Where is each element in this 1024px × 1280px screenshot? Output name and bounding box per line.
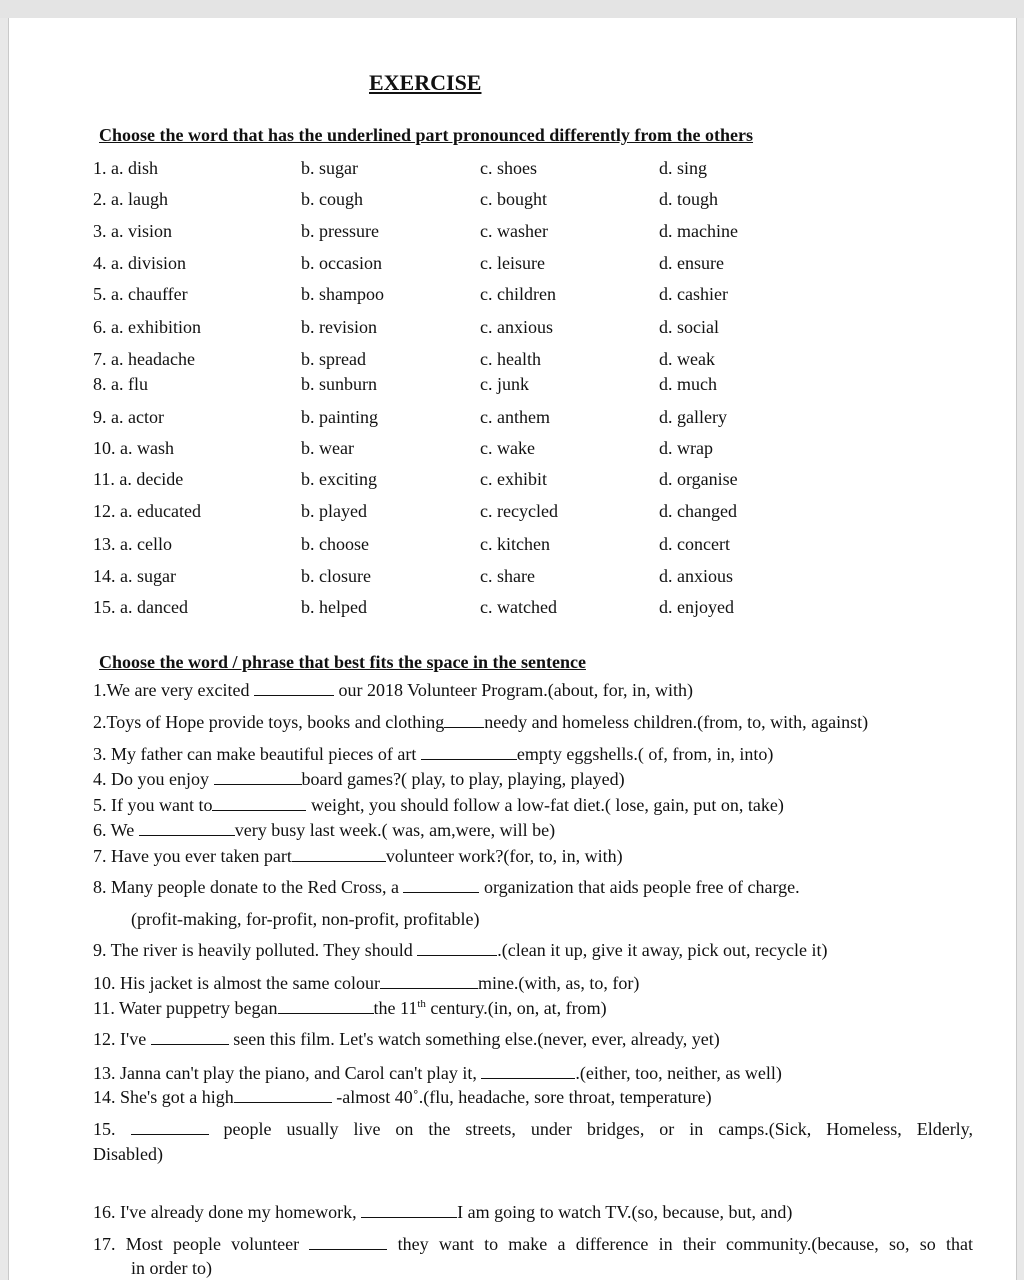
option-9-d: d. gallery — [659, 407, 727, 427]
option-1-c: c. shoes — [480, 158, 537, 178]
answer-blank[interactable] — [292, 847, 386, 862]
option-8-d: d. much — [659, 374, 717, 394]
question-13: 13. Janna can't play the piano, and Carol can't play it, .(either, too, neither, as well) — [93, 1063, 782, 1083]
answer-blank[interactable] — [481, 1064, 575, 1079]
option-1-b: b. sugar — [301, 158, 358, 178]
option-11-d: d. organise — [659, 469, 738, 489]
option-2-d: d. tough — [659, 189, 719, 209]
option-13-a: 13. a. cello — [93, 534, 172, 554]
option-3-d: d. machine — [659, 221, 738, 241]
option-10-a: 10. a. wash — [93, 438, 174, 458]
question-15: 15. people usually live on the streets, under bridges, or in camps.(Sick, Homeless, Elderly, — [93, 1119, 974, 1139]
answer-blank[interactable] — [212, 796, 306, 811]
option-3-c: c. washer — [480, 221, 548, 241]
option-5-a: 5. a. chauffer — [93, 284, 188, 304]
option-7-b: b. spread — [301, 349, 366, 369]
option-8-c: c. junk — [480, 374, 529, 394]
question-15-continued: Disabled) — [93, 1144, 163, 1164]
option-12-b: b. played — [301, 501, 367, 521]
section2-heading: Choose the word / phrase that best fits the space in the sentence — [99, 652, 586, 672]
question-1: 1.We are very excited our 2018 Volunteer Program.(about, for, in, with) — [93, 680, 694, 700]
option-4-b: b. occasion — [301, 253, 382, 273]
question-12: 12. I've seen this film. Let's watch something else.(never, ever, already, yet) — [93, 1029, 720, 1049]
option-15-d: d. enjoyed — [659, 597, 734, 617]
question-17: 17. Most people volunteer they want to make a difference in their community.(because, so, so that — [93, 1234, 973, 1254]
option-12-a: 12. a. educated — [93, 501, 201, 521]
option-15-b: b. helped — [301, 597, 367, 617]
answer-blank[interactable] — [361, 1203, 457, 1218]
question-3: 3. My father can make beautiful pieces of art empty eggshells.( of, from, in, into) — [93, 744, 774, 764]
option-12-d: d. changed — [659, 501, 737, 521]
question-2: 2.Toys of Hope provide toys, books and clothing needy and homeless children.(from, to, with, against) — [93, 712, 869, 732]
question-9: 9. The river is heavily polluted. They should .(clean it up, give it away, pick out, recycle it) — [93, 940, 828, 960]
page-title: EXERCISE — [369, 70, 482, 95]
answer-blank[interactable] — [417, 941, 497, 956]
answer-blank[interactable] — [309, 1235, 387, 1250]
option-11-a: 11. a. decide — [93, 469, 184, 489]
option-1-d: d. sing — [659, 158, 708, 178]
answer-blank[interactable] — [278, 999, 374, 1014]
answer-blank[interactable] — [234, 1088, 332, 1103]
answer-blank[interactable] — [444, 713, 484, 728]
option-14-a: 14. a. sugar — [93, 566, 176, 586]
option-2-b: b. cough — [301, 189, 363, 209]
option-5-d: d. cashier — [659, 284, 728, 304]
option-3-b: b. pressure — [301, 221, 379, 241]
question-7: 7. Have you ever taken part volunteer work?(for, to, in, with) — [93, 846, 623, 866]
option-8-b: b. sunburn — [301, 374, 377, 394]
answer-blank[interactable] — [421, 745, 517, 760]
option-14-d: d. anxious — [659, 566, 733, 586]
section1-heading: Choose the word that has the underlined part pronounced differently from the others — [99, 125, 754, 145]
question-8-options: (profit-making, for-profit, non-profit, profitable) — [131, 909, 480, 929]
answer-blank[interactable] — [131, 1120, 209, 1135]
option-7-c: c. health — [480, 349, 541, 369]
option-1-a: 1. a. dish — [93, 158, 158, 178]
question-16: 16. I've already done my homework, I am going to watch TV.(so, because, but, and) — [93, 1202, 793, 1222]
option-13-c: c. kitchen — [480, 534, 550, 554]
option-4-a: 4. a. division — [93, 253, 186, 273]
question-14: 14. She's got a high -almost 40˚.(flu, headache, sore throat, temperature) — [93, 1087, 712, 1107]
answer-blank[interactable] — [139, 821, 235, 836]
option-5-c: c. children — [480, 284, 556, 304]
document-page — [8, 18, 1017, 1280]
option-5-b: b. shampoo — [301, 284, 384, 304]
question-5: 5. If you want to weight, you should follow a low-fat diet.( lose, gain, put on, take) — [93, 795, 784, 815]
option-9-a: 9. a. actor — [93, 407, 164, 427]
answer-blank[interactable] — [380, 974, 478, 989]
option-14-c: c. share — [480, 566, 535, 586]
answer-blank[interactable] — [214, 770, 302, 785]
option-12-c: c. recycled — [480, 501, 558, 521]
option-8-a: 8. a. flu — [93, 374, 148, 394]
option-10-b: b. wear — [301, 438, 354, 458]
option-11-b: b. exciting — [301, 469, 377, 489]
question-4: 4. Do you enjoy board games?( play, to play, playing, played) — [93, 769, 625, 789]
option-15-c: c. watched — [480, 597, 557, 617]
question-8: 8. Many people donate to the Red Cross, a organization that aids people free of charge. — [93, 877, 800, 897]
answer-blank[interactable] — [151, 1030, 229, 1045]
option-14-b: b. closure — [301, 566, 371, 586]
option-9-b: b. painting — [301, 407, 378, 427]
option-13-d: d. concert — [659, 534, 730, 554]
question-11: 11. Water puppetry began the 11th century.(in, on, at, from) — [93, 998, 607, 1018]
option-7-a: 7. a. headache — [93, 349, 195, 369]
option-6-a: 6. a. exhibition — [93, 317, 201, 337]
option-3-a: 3. a. vision — [93, 221, 172, 241]
option-6-d: d. social — [659, 317, 719, 337]
option-13-b: b. choose — [301, 534, 369, 554]
option-4-c: c. leisure — [480, 253, 545, 273]
option-2-c: c. bought — [480, 189, 547, 209]
option-15-a: 15. a. danced — [93, 597, 188, 617]
option-10-d: d. wrap — [659, 438, 713, 458]
option-6-b: b. revision — [301, 317, 377, 337]
question-6: 6. We very busy last week.( was, am,were, will be) — [93, 820, 556, 840]
option-9-c: c. anthem — [480, 407, 550, 427]
answer-blank[interactable] — [403, 878, 479, 893]
option-4-d: d. ensure — [659, 253, 724, 273]
option-6-c: c. anxious — [480, 317, 553, 337]
option-7-d: d. weak — [659, 349, 715, 369]
viewer-top-bar — [0, 0, 1024, 18]
question-17-continued: in order to) — [131, 1258, 212, 1278]
question-10: 10. His jacket is almost the same colour mine.(with, as, to, for) — [93, 973, 640, 993]
option-11-c: c. exhibit — [480, 469, 547, 489]
answer-blank[interactable] — [254, 681, 334, 696]
option-2-a: 2. a. laugh — [93, 189, 168, 209]
option-10-c: c. wake — [480, 438, 535, 458]
